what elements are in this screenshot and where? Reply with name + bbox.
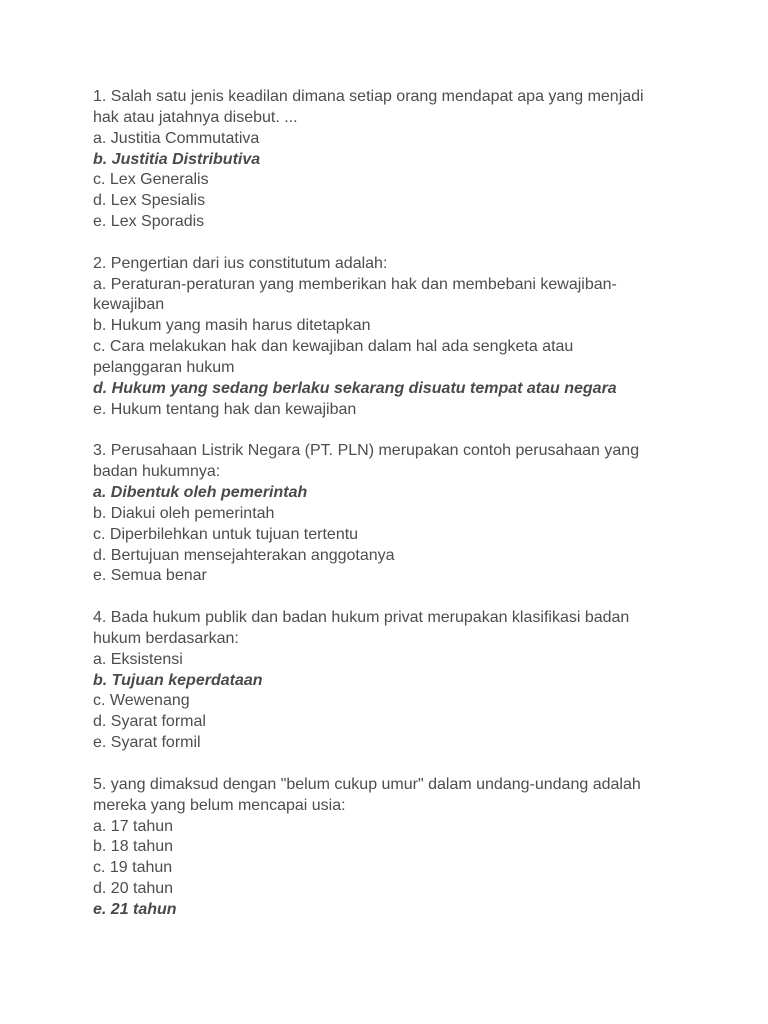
option-c: c. Wewenang: [93, 692, 190, 710]
question-text: badan hukumnya:: [93, 463, 221, 481]
option-a-continued: kewajiban: [93, 296, 165, 314]
document-page: [93, 87, 683, 942]
option-e-answer: e. 21 tahun: [93, 900, 177, 918]
option-a-answer: a. Dibentuk oleh pemerintah: [93, 484, 308, 502]
option-a: a. Peraturan-peraturan yang memberikan hak dan membebani kewajiban-: [93, 275, 617, 293]
option-c: c. 19 tahun: [93, 859, 173, 877]
option-d-answer: d. Hukum yang sedang berlaku sekarang disuatu tempat atau negara: [93, 379, 617, 397]
option-e: e. Lex Sporadis: [93, 213, 205, 231]
option-b: b. Diakui oleh pemerintah: [93, 504, 275, 522]
option-d: d. Lex Spesialis: [93, 192, 206, 210]
option-c: c. Cara melakukan hak dan kewajiban dalam hal ada sengketa atau: [93, 338, 574, 356]
question-4: [93, 608, 683, 754]
option-b-answer: b. Tujuan keperdataan: [93, 671, 263, 689]
option-b: b. 18 tahun: [93, 838, 174, 856]
option-e: e. Hukum tentang hak dan kewajiban: [93, 400, 357, 418]
option-a: a. 17 tahun: [93, 817, 174, 835]
question-text: mereka yang belum mencapai usia:: [93, 796, 346, 814]
question-1: [93, 87, 683, 233]
option-d: d. Syarat formal: [93, 713, 206, 731]
option-a: a. Eksistensi: [93, 650, 183, 668]
option-c-continued: pelanggaran hukum: [93, 358, 235, 376]
option-c: c. Lex Generalis: [93, 171, 209, 189]
question-text: 4. Bada hukum publik dan badan hukum privat merupakan klasifikasi badan: [93, 609, 630, 627]
option-e: e. Semua benar: [93, 567, 207, 585]
option-b: b. Hukum yang masih harus ditetapkan: [93, 317, 371, 335]
question-text: hukum berdasarkan:: [93, 629, 239, 647]
question-2: [93, 254, 683, 421]
question-text: hak atau jatahnya disebut. ...: [93, 108, 298, 126]
question-5: [93, 775, 683, 921]
option-d: d. 20 tahun: [93, 880, 174, 898]
option-a: a. Justitia Commutativa: [93, 129, 260, 147]
option-e: e. Syarat formil: [93, 734, 201, 752]
question-text: 3. Perusahaan Listrik Negara (PT. PLN) merupakan contoh perusahaan yang: [93, 442, 640, 460]
question-text: 5. yang dimaksud dengan "belum cukup umur" dalam undang-undang adalah: [93, 775, 641, 793]
question-3: [93, 441, 683, 587]
question-text: 2. Pengertian dari ius constitutum adalah:: [93, 254, 388, 272]
question-text: 1. Salah satu jenis keadilan dimana setiap orang mendapat apa yang menjadi: [93, 88, 644, 105]
option-d: d. Bertujuan mensejahterakan anggotanya: [93, 546, 395, 564]
option-c: c. Diperbilehkan untuk tujuan tertentu: [93, 525, 359, 543]
option-b-answer: b. Justitia Distributiva: [93, 150, 261, 168]
